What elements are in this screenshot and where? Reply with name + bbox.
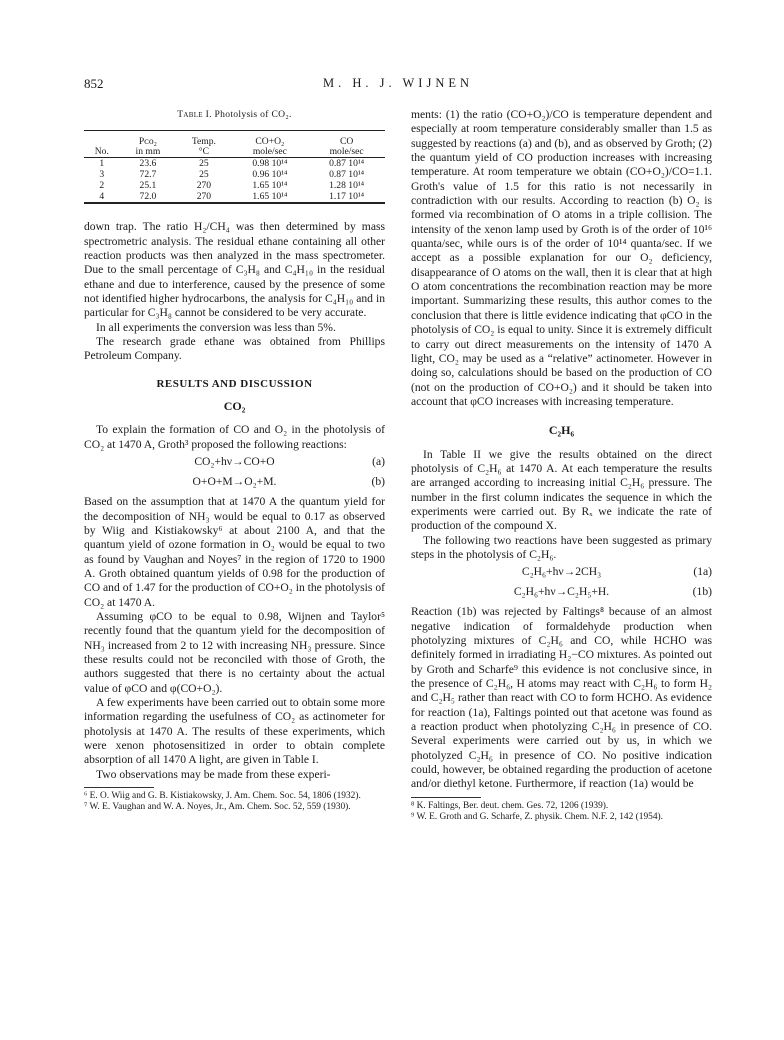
running-author: M. H. J. WIJNEN (322, 76, 474, 90)
equation-label: (1a) (693, 565, 712, 579)
table-row (84, 180, 385, 191)
table-cell: 3 (99, 168, 105, 180)
table-cell: 25.1 (139, 179, 157, 191)
table-cell: 1.65 10¹⁴ (252, 190, 288, 202)
table-cell: 1.65 10¹⁴ (252, 179, 288, 191)
table-cell: 270 (196, 190, 212, 202)
table-row (84, 158, 385, 169)
table-cell: 1.28 10¹⁴ (329, 179, 365, 191)
equation-text: O+O+M→O₂+M. (192, 475, 277, 489)
subsection-heading-c2h6: C₂H₆ (548, 423, 575, 438)
paragraph: Reaction (1b) was rejected by Faltings⁸ because of an almost negative indication of formaldehyde production when photolyzing mixtures of C₂H₆ and CO, while HCHO was definitely formed in irradiating H₂−CO mixtures. As pointed out by Groth and Scharfe⁹ this evidence is not conclusive since, in the presence of C₂H₆, H atoms may react with C₂H₆ to form H₂ and C₂H₅ rather than react with CO to form HCHO. As evidence for reaction (1a), Faltings pointed out that acetone was found as a reaction product when photolyzing C₂H₆ in presence of CO. Several experiments were carried out by us, in which we photolyzed C₂H₆ in presence of CO. No positive indication could, however, be obtained regarding the production of acetone and/or diethyl ketone. Furthermore, if reaction (1a) would be (411, 605, 712, 791)
table-header-row-2 (84, 147, 385, 158)
equation-label: (1b) (692, 585, 712, 599)
table-header-cell: mole/sec (329, 146, 364, 158)
table-row (84, 191, 385, 203)
running-header (84, 76, 712, 94)
table-header-cell: Temp. (191, 136, 216, 148)
equation-text: C₂H₆+hν→2CH₃ (521, 565, 602, 579)
table-header-cell (84, 131, 120, 147)
paragraph: The research grade ethane was obtained from Phillips Petroleum Company. (84, 335, 385, 363)
table-cell: 0.87 10¹⁴ (329, 157, 365, 169)
equation-text: CO₂+hν→CO+O (194, 455, 275, 469)
paragraph: The following two reactions have been suggested as primary steps in the photolysis of C₂H₆. (411, 533, 712, 561)
table-label: Table I. (177, 109, 212, 120)
table-cell: 72.7 (139, 168, 157, 180)
footnote: ⁸ K. Faltings, Ber. deut. chem. Ges. 72, 1206 (1939). (411, 800, 609, 811)
paragraph: In all experiments the conversion was less than 5%. (96, 320, 336, 334)
table-header-cell: mole/sec (252, 146, 287, 158)
table-header-cell: CO+O₂ (255, 136, 285, 148)
paragraph: In Table II we give the results obtained on the direct photolysis of C₂H₆ at 1470 A. At each temperature the results are arranged according to increasing initial C₂H₆ pressure. The number in the first column indicates the sequence in which the experiments were carried out. By Rₓ we indicate the rate of production of the compound X. (411, 447, 712, 533)
equation-1b (411, 585, 712, 602)
table-header-row-1 (84, 131, 385, 147)
table-cell: 0.87 10¹⁴ (329, 168, 365, 180)
table-cell: 25 (199, 157, 209, 169)
footnote: ⁷ W. E. Vaughan and W. A. Noyes, Jr., Am. Chem. Soc. 52, 559 (1930). (84, 802, 351, 813)
paragraph: Based on the assumption that at 1470 A the quantum yield for the decomposition of NH₃ would be equal to 0.17 as observed by Wiig and Kistiakowsky⁶ at about 2100 A, and that the quantum yield of ozone formation in O₂ would be equal to two as found by Vaughan and Noyes⁷ in the region of 1720 to 1900 A. Groth obtained quantum yields of 0.98 for the production of CO and of 1.47 for the production of CO+O₂ in the photolysis of CO₂ at 1470 A. (84, 495, 385, 609)
equation-label: (b) (371, 475, 385, 489)
paragraph: Two observations may be made from these experi- (96, 767, 331, 781)
equation-a (84, 455, 385, 472)
table-cell: 1.17 10¹⁴ (329, 190, 365, 202)
table-cell: 2 (99, 179, 105, 191)
right-column (411, 108, 712, 823)
table-caption (84, 108, 385, 122)
table-cell: 72.0 (139, 190, 157, 202)
table-header-cell: Pᴄᴏ₂ (138, 136, 157, 148)
paragraph: Assuming φCO to be equal to 0.98, Wijnen and Taylor⁵ recently found that the quantum yield for the decomposition of NH₃ increased from 2 to 12 with increasing NH₃ pressure. Since these results could not be reconciled with those of Groth, the authors suggested that there is no certainty about the actual value of φCO and φ(CO+O₂). (84, 609, 385, 695)
table-cell: 4 (99, 190, 105, 202)
footnote-rule (84, 787, 154, 788)
table-header-cell: in mm (135, 146, 161, 158)
table-photolysis-co2 (84, 130, 385, 206)
paragraph: ments: (1) the ratio (CO+O₂)/CO is temperature dependent and especially at room temperature considerably smaller than 1.5 as suggested by reactions (a) and (b), and as observed by Groth; (2) the quantum yield of CO production increases with increasing temperature. At room temperature we obtain (CO+O₂)/CO=1.1. Groth's value of 1.5 for this ratio is not necessarily in contradiction with our results. According to reaction (b) O₂ is formed via recombination of O atoms in a triple collision. The intensity of the xenon lamp used by Groth is of the order of 10¹⁶ quanta/sec, while ours is of the order of 10¹⁴ quanta/sec. If we accept as a possible explanation for our O₂ deficiency, disappearance of O atoms on the wall, then it is clear that at high O atom concentrations the recombination reaction may be more important. Summarizing these results, this author comes to the conclusion that there is little evidence indicating that φCO in the photolysis of CO₂ is equal to unity. Since it is extremely difficult to carry out direct measurements on the intensity of 1470 A light, CO₂ may be used as a “relative” actinometer. However in doing so, calculations should be based on the production of CO (not on the production of CO+O₂) and it should be taken into account that φCO increases with increasing temperature. (411, 108, 712, 408)
table-cell: 0.96 10¹⁴ (252, 168, 288, 180)
equation-b (84, 475, 385, 492)
equation-label: (a) (372, 455, 385, 469)
footnote: ⁹ W. E. Groth and G. Scharfe, Z. physik. Chem. N.F. 2, 142 (1954). (411, 811, 663, 822)
table-header-cell: No. (94, 146, 109, 158)
equation-text: C₂H₆+hν→C₂H₅+H. (513, 585, 610, 599)
equation-1a (411, 565, 712, 582)
table-cell: 270 (196, 179, 212, 191)
table-header-cell: °C (198, 146, 210, 158)
left-column (84, 108, 385, 813)
table-caption-text: Photolysis of CO₂. (214, 109, 292, 120)
subsection-heading-co2: CO₂ (223, 399, 246, 414)
paragraph: A few experiments have been carried out to obtain some more information regarding the usefulness of CO₂ as actinometer for photolysis at 1470 A. The results of these experiments, which were xenon photosensitized in order to obtain complete absorption of all 1470 A light, are given in Table I. (84, 695, 385, 767)
table-row (84, 169, 385, 180)
paragraph: down trap. The ratio H₂/CH₄ was then determined by mass spectrometric analysis. The residual ethane containing all other reaction products was then analyzed in the mass spectrometer. Due to the small percentage of C₃H₈ and C₄H₁₀ in the residual ethane and due to interference, caused by the presence of some not identified higher hydrocarbons, the analysis for C₄H₁₀ and in particular for C₃H₈ cannot be considered to be very accurate. (84, 220, 385, 320)
table-cell: 23.6 (139, 157, 157, 169)
table-cell: 0.98 10¹⁴ (252, 157, 288, 169)
table-header-cell: CO (339, 136, 354, 148)
footnote: ⁶ E. O. Wiig and G. B. Kistiakowsky, J. Am. Chem. Soc. 54, 1806 (1932). (84, 791, 361, 802)
table-cell: 1 (99, 157, 105, 169)
page-number: 852 (84, 76, 104, 91)
table-cell: 25 (199, 168, 209, 180)
section-heading: RESULTS AND DISCUSSION (156, 377, 313, 390)
footnote-rule (411, 797, 481, 798)
paragraph: To explain the formation of CO and O₂ in the photolysis of CO₂ at 1470 A, Groth³ proposed the following reactions: (84, 423, 385, 451)
